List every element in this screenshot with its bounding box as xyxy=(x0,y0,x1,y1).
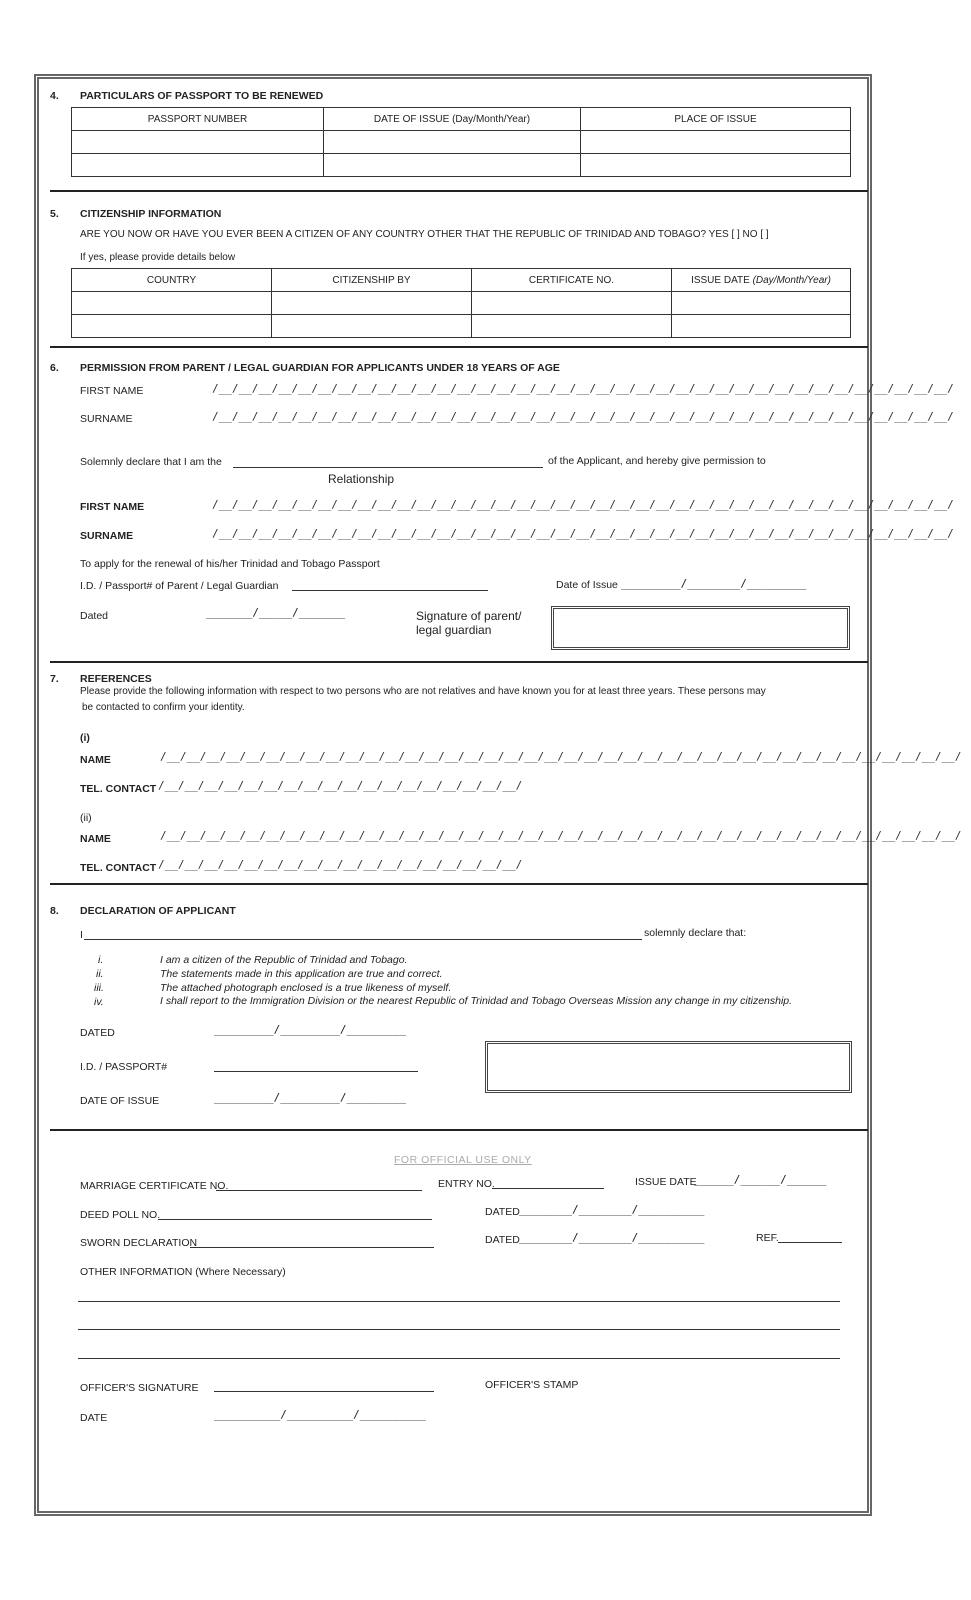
first-name2-label: FIRST NAME xyxy=(80,501,145,513)
passport-cell[interactable] xyxy=(581,154,851,177)
section-8-number: 8. xyxy=(50,905,59,917)
passport-cell[interactable] xyxy=(72,154,324,177)
other-info-label: OTHER INFORMATION (Where Necessary) xyxy=(80,1266,286,1278)
ref1-tel-boxes[interactable]: /__/__/__/__/__/__/__/__/__/__/__/__/__/__/__/__/__/__/ xyxy=(158,779,523,792)
apply-text: To apply for the renewal of his/her Trinidad and Tobago Passport xyxy=(80,558,380,570)
parent-signature-box[interactable] xyxy=(551,606,850,650)
col-passport-number: PASSPORT NUMBER xyxy=(72,108,324,131)
ref2-tel-boxes[interactable]: /__/__/__/__/__/__/__/__/__/__/__/__/__/__/__/__/__/__/ xyxy=(158,858,523,871)
section-divider xyxy=(50,661,868,663)
passport-table xyxy=(71,107,851,177)
deed-dated-label: DATED xyxy=(485,1206,520,1218)
declare-suffix: of the Applicant, and hereby give permission to xyxy=(548,455,766,467)
ref-label: REF. xyxy=(756,1232,779,1244)
section-4-number: 4. xyxy=(50,90,59,102)
marriage-cert-label: MARRIAGE CERTIFICATE NO. xyxy=(80,1180,229,1192)
deed-poll-label: DEED POLL NO. xyxy=(80,1209,161,1221)
section-5-title: CITIZENSHIP INFORMATION xyxy=(80,208,222,220)
dated-label: Dated xyxy=(80,610,109,622)
citizenship-cell[interactable] xyxy=(672,292,851,315)
ref2-name-boxes[interactable]: /__/__/__/__/__/__/__/__/__/__/__/__/__/__/__/__/__/__/__/__/__/__/__/__/__/__/__/__/__/__/__/__/__/__/__/__/__/__/__/__/ xyxy=(160,829,962,842)
deed-dated-field[interactable]: ________/________/__________ xyxy=(519,1203,705,1216)
surname2-boxes[interactable]: /__/__/__/__/__/__/__/__/__/__/__/__/__/__/__/__/__/__/__/__/__/__/__/__/__/__/__/__/__/__/__/__/__/__/__/__/__/ xyxy=(212,527,954,540)
sworn-declaration-field[interactable] xyxy=(190,1247,434,1248)
guardian-id-field[interactable] xyxy=(292,590,488,591)
applicant-dated-field[interactable]: _________/_________/_________ xyxy=(214,1023,407,1036)
first-name-label: FIRST NAME xyxy=(80,385,144,397)
officer-signature-field[interactable] xyxy=(214,1391,434,1392)
col-country: COUNTRY xyxy=(72,269,272,292)
ref2-name-label: NAME xyxy=(80,833,111,845)
declaration-item-text: I shall report to the Immigration Division or the nearest Republic of Trinidad and Tobago Overseas Mission any change in my citizenship. xyxy=(160,995,793,1007)
col-issue-date: ISSUE DATE (Day/Month/Year) xyxy=(672,269,851,292)
applicant-dated-label: DATED xyxy=(80,1027,115,1039)
citizenship-cell[interactable] xyxy=(72,292,272,315)
ref1-name-label: NAME xyxy=(80,754,111,766)
section-7-number: 7. xyxy=(50,673,59,685)
reference-2-label: (ii) xyxy=(80,812,92,824)
citizenship-cell[interactable] xyxy=(672,315,851,338)
citizenship-question: ARE YOU NOW OR HAVE YOU EVER BEEN A CITIZEN OF ANY COUNTRY OTHER THAT THE REPUBLIC OF TRINIDAD AND TOBAGO? YES [ ] NO [ ] xyxy=(80,229,769,240)
section-divider xyxy=(50,883,868,885)
citizenship-note: If yes, please provide details below xyxy=(80,252,236,263)
col-certificate-no: CERTIFICATE NO. xyxy=(472,269,672,292)
first-name-boxes[interactable]: /__/__/__/__/__/__/__/__/__/__/__/__/__/__/__/__/__/__/__/__/__/__/__/__/__/__/__/__/__/__/__/__/__/__/__/__/__/ xyxy=(212,382,954,395)
surname-label: SURNAME xyxy=(80,413,133,425)
declaration-item-text: The attached photograph enclosed is a true likeness of myself. xyxy=(160,982,452,994)
section-6-title: PERMISSION FROM PARENT / LEGAL GUARDIAN FOR APPLICANTS UNDER 18 YEARS OF AGE xyxy=(80,362,560,374)
applicant-issue-date-label: DATE OF ISSUE xyxy=(80,1095,160,1107)
solemnly-declare: solemnly declare that: xyxy=(644,927,747,939)
entry-no-label: ENTRY NO. xyxy=(438,1178,495,1190)
section-divider xyxy=(50,1129,868,1131)
parent-signature-label: Signature of parent/ legal guardian xyxy=(416,609,522,637)
passport-cell[interactable] xyxy=(324,131,581,154)
applicant-id-label: I.D. / PASSPORT# xyxy=(80,1061,168,1073)
section-4-title: PARTICULARS OF PASSPORT TO BE RENEWED xyxy=(80,90,324,102)
section-5-number: 5. xyxy=(50,208,59,220)
surname-boxes[interactable]: /__/__/__/__/__/__/__/__/__/__/__/__/__/__/__/__/__/__/__/__/__/__/__/__/__/__/__/__/__/__/__/__/__/__/__/__/__/ xyxy=(212,410,954,423)
applicant-signature-box[interactable] xyxy=(485,1041,852,1093)
officer-signature-label: OFFICER'S SIGNATURE xyxy=(80,1382,199,1394)
officer-stamp-label: OFFICER'S STAMP xyxy=(485,1379,579,1391)
citizenship-cell[interactable] xyxy=(472,292,672,315)
ref2-tel-label: TEL. CONTACT xyxy=(80,862,157,874)
ref1-name-boxes[interactable]: /__/__/__/__/__/__/__/__/__/__/__/__/__/__/__/__/__/__/__/__/__/__/__/__/__/__/__/__/__/__/__/__/__/__/__/__/__/__/__/__/ xyxy=(160,750,962,763)
sworn-dated-field[interactable]: ________/________/__________ xyxy=(519,1231,705,1244)
references-description-2: be contacted to confirm your identity. xyxy=(82,702,245,713)
other-info-line[interactable] xyxy=(78,1301,840,1302)
applicant-id-field[interactable] xyxy=(214,1071,418,1072)
col-date-of-issue: DATE OF ISSUE (Day/Month/Year) xyxy=(324,108,581,131)
date-of-issue-label: Date of Issue xyxy=(556,579,618,591)
col-place-of-issue: PLACE OF ISSUE xyxy=(581,108,851,131)
relationship-field[interactable] xyxy=(233,467,543,468)
date-of-issue-field[interactable]: _________/________/_________ xyxy=(621,577,807,590)
references-description-1: Please provide the following information with respect to two persons who are not relatives and have known you for at least three years. These persons may xyxy=(80,686,766,697)
officer-date-label: DATE xyxy=(80,1412,108,1424)
other-info-line[interactable] xyxy=(78,1358,840,1359)
other-info-line[interactable] xyxy=(78,1329,840,1330)
section-divider xyxy=(50,190,868,192)
declare-prefix: Solemnly declare that I am the xyxy=(80,456,222,468)
first-name2-boxes[interactable]: /__/__/__/__/__/__/__/__/__/__/__/__/__/__/__/__/__/__/__/__/__/__/__/__/__/__/__/__/__/__/__/__/__/__/__/__/__/ xyxy=(212,498,954,511)
entry-no-field[interactable] xyxy=(492,1188,604,1189)
passport-cell[interactable] xyxy=(581,131,851,154)
section-7-title: REFERENCES xyxy=(80,673,152,685)
citizenship-table xyxy=(71,268,851,338)
declaration-item-number: iii. xyxy=(94,982,104,994)
reference-1-label: (i) xyxy=(80,732,90,744)
issue-date-label: ISSUE DATE xyxy=(635,1176,697,1188)
citizenship-cell[interactable] xyxy=(272,292,472,315)
official-use-title: FOR OFFICIAL USE ONLY xyxy=(394,1154,532,1166)
guardian-id-label: I.D. / Passport# of Parent / Legal Guardian xyxy=(80,580,279,592)
marriage-cert-field[interactable] xyxy=(216,1190,422,1191)
col-citizenship-by: CITIZENSHIP BY xyxy=(272,269,472,292)
passport-cell[interactable] xyxy=(324,154,581,177)
declaration-item-number: i. xyxy=(98,954,104,966)
applicant-issue-date-field[interactable]: _________/_________/_________ xyxy=(214,1091,407,1104)
sworn-declaration-label: SWORN DECLARATION xyxy=(80,1237,198,1249)
declaration-item-text: I am a citizen of the Republic of Trinidad and Tobago. xyxy=(160,954,408,966)
section-6-number: 6. xyxy=(50,362,59,374)
relationship-label: Relationship xyxy=(328,472,395,486)
citizenship-cell[interactable] xyxy=(272,315,472,338)
declaration-item-number: ii. xyxy=(96,968,104,980)
section-8-title: DECLARATION OF APPLICANT xyxy=(80,905,236,917)
declaration-i-label: I xyxy=(80,929,83,941)
declaration-item-text: The statements made in this application are true and correct. xyxy=(160,968,443,980)
officer-date-field[interactable]: __________/__________/__________ xyxy=(214,1408,426,1421)
surname2-label: SURNAME xyxy=(80,530,134,542)
ref-field[interactable] xyxy=(778,1242,842,1243)
ref1-tel-label: TEL. CONTACT xyxy=(80,783,157,795)
issue-date-field[interactable]: ______/______/______ xyxy=(694,1173,827,1186)
deed-poll-field[interactable] xyxy=(158,1219,432,1220)
section-divider xyxy=(50,346,868,348)
citizenship-cell[interactable] xyxy=(472,315,672,338)
sworn-dated-label: DATED xyxy=(485,1234,520,1246)
dated-field[interactable]: _______/_____/_______ xyxy=(206,606,346,619)
declarant-name-field[interactable] xyxy=(84,939,642,940)
declaration-item-number: iv. xyxy=(94,996,104,1008)
passport-cell[interactable] xyxy=(72,131,324,154)
citizenship-cell[interactable] xyxy=(72,315,272,338)
